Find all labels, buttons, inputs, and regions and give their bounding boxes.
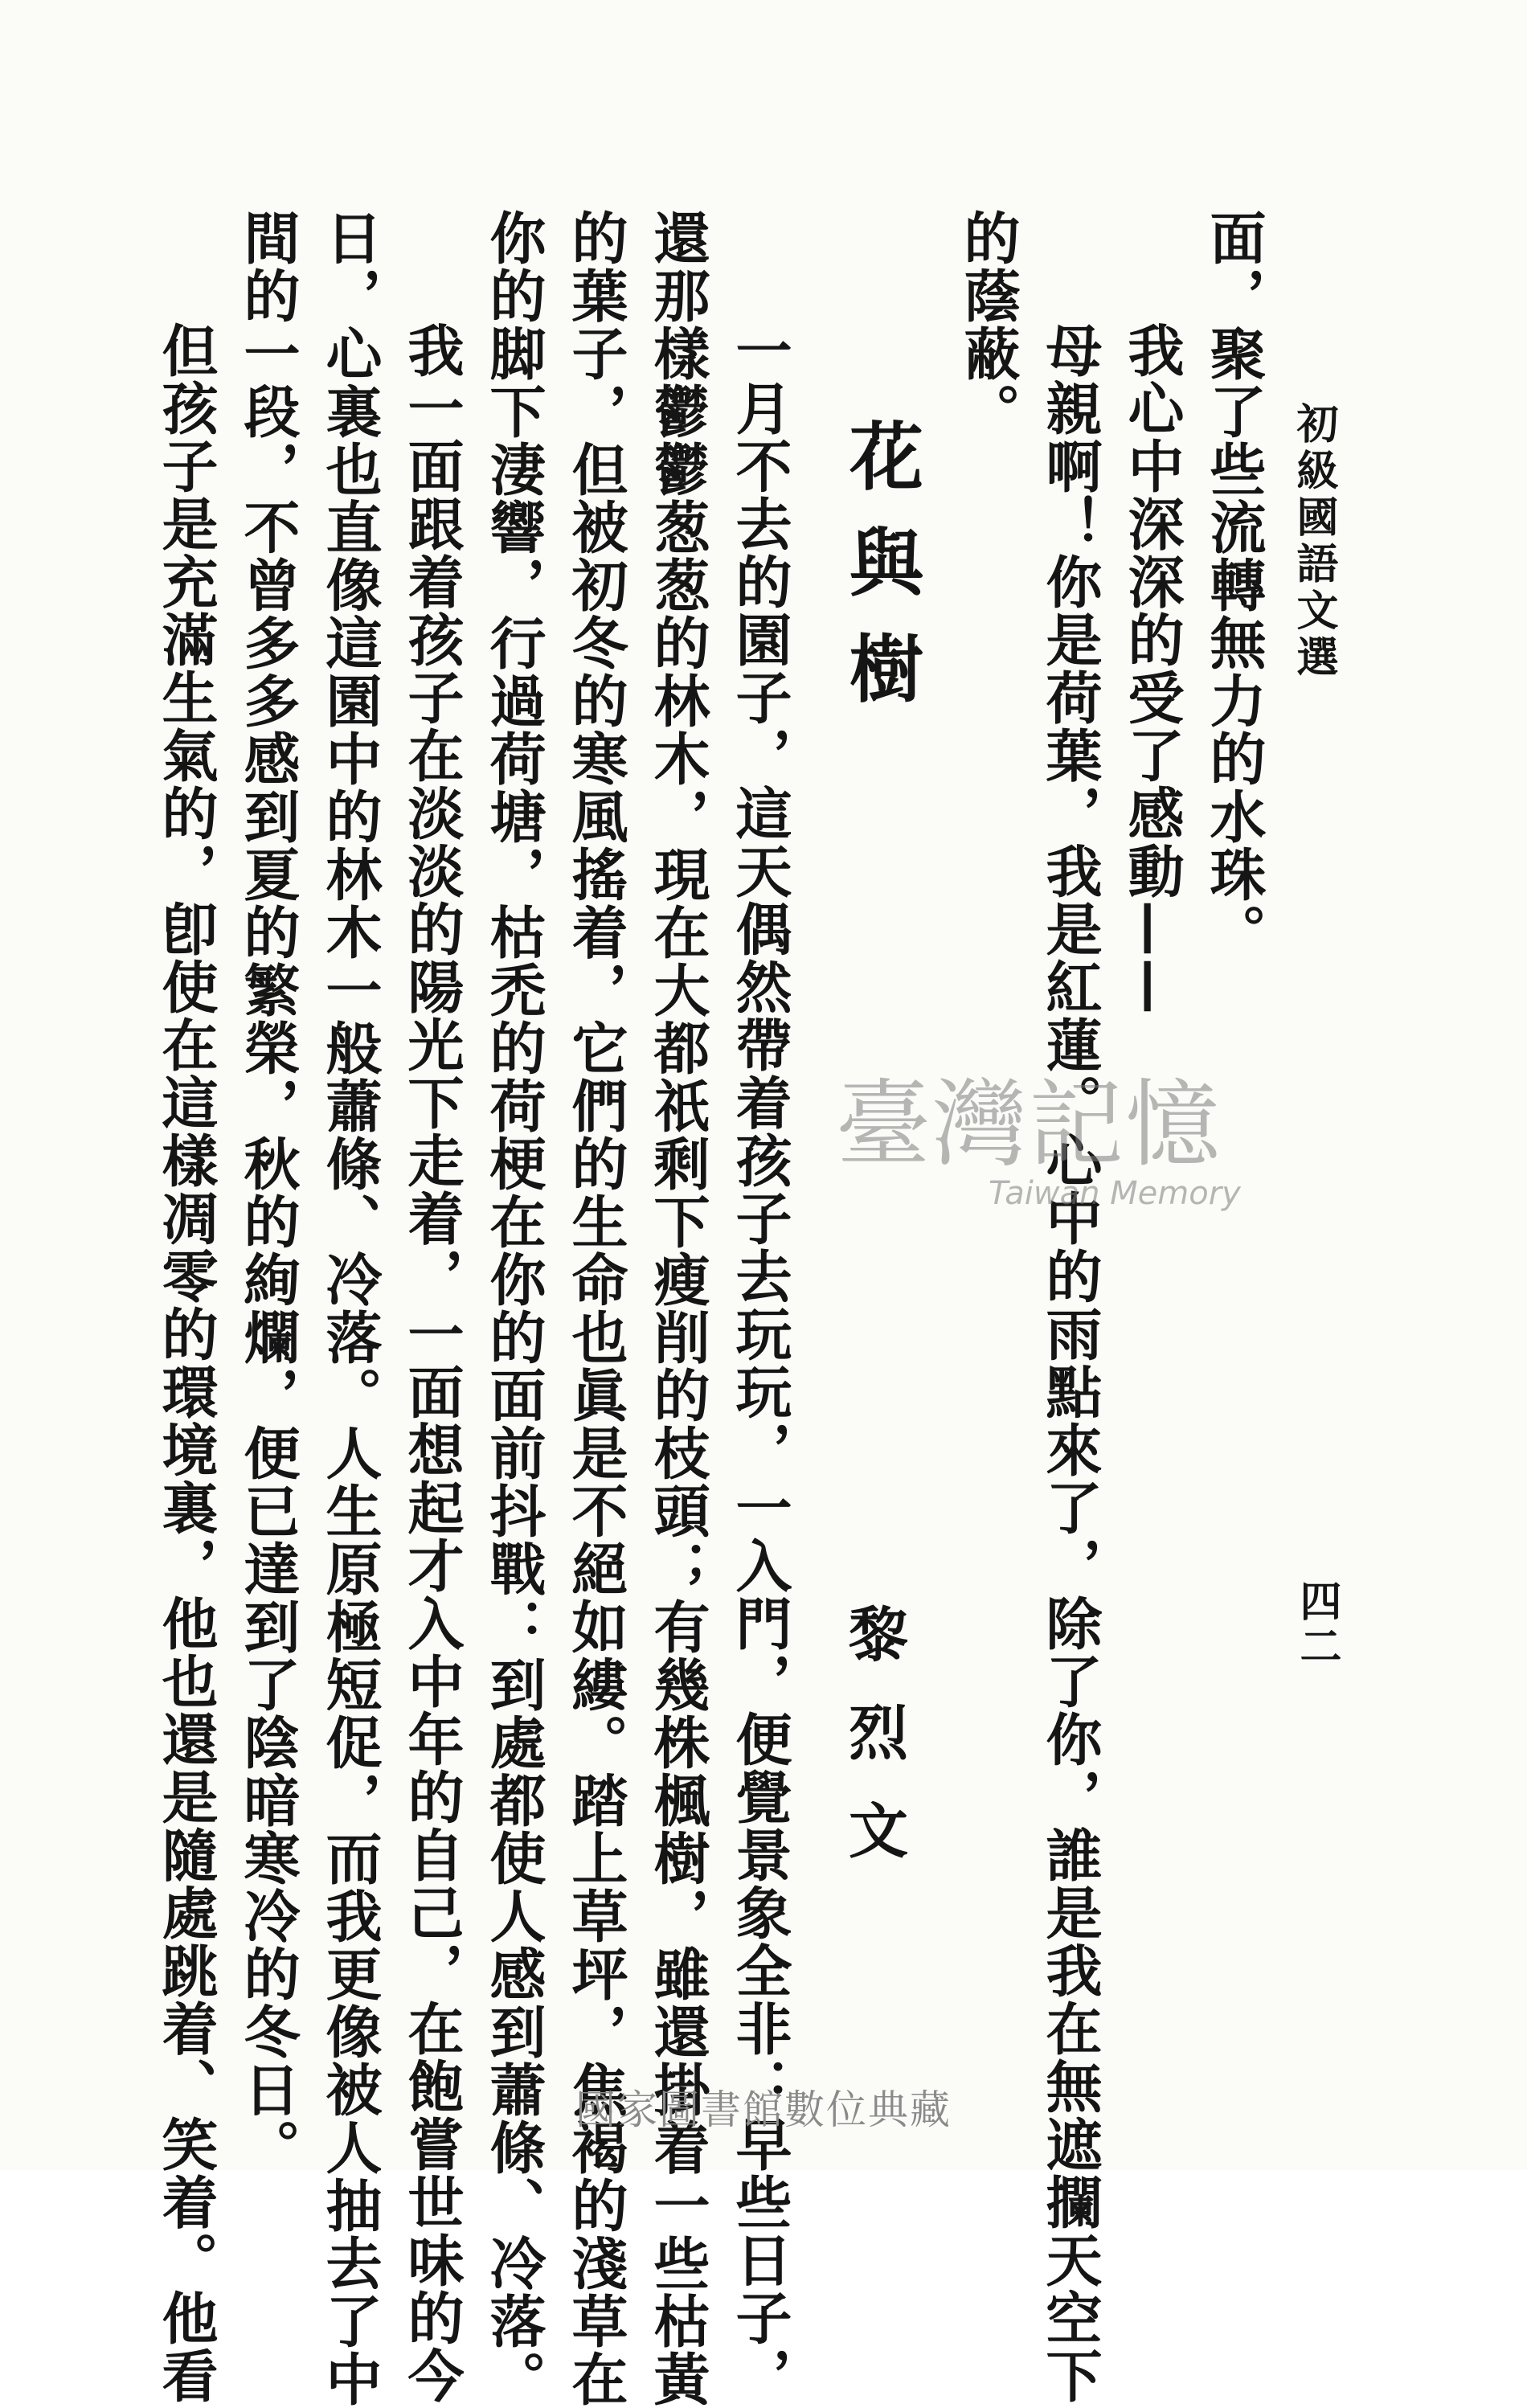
text-column: 我心中深深的受了感動—— xyxy=(1119,321,1185,1016)
text-column: 你的脚下淒響，行過荷塘，枯禿的荷梗在你的面前抖戰：到處都使人感到蕭條、冷落。 xyxy=(481,209,547,2408)
footer-credit: 國家圖書館數位典藏 xyxy=(575,2087,952,2133)
running-header-title: 初級國語文選 xyxy=(1289,402,1338,682)
text-column: 母親啊！你是荷葉，我是紅蓮。心中的雨點來了，除了你，誰是我在無遮攔天空下 xyxy=(1037,321,1103,2405)
article-title: 花與樹 xyxy=(837,418,924,736)
article-author: 黎烈文 xyxy=(839,1603,908,1898)
watermark-sub: Taiwan Memory xyxy=(989,1175,1241,1212)
text-column: 間的一段，不曾多多感到夏的繁榮，秋的絢爛，便已達到了陰暗寒冷的冬日。 xyxy=(235,209,301,2177)
text-column: 的葉子，但被初冬的寒風搖着，它們的生命也眞是不絕如縷。踏上草坪，焦褐的淺草在 xyxy=(563,209,629,2408)
text-column: 的蔭蔽。 xyxy=(955,209,1021,440)
text-column: 一月不去的園子，這天偶然帶着孩子去玩玩，一入門，便覺景象全非：早些日子， xyxy=(727,321,793,2405)
text-column: 日，心裏也直像這園中的林木一般蕭條、冷落。人生原極短促，而我更像被人抽去了中 xyxy=(317,209,383,2408)
text-column: 還那樣鬱鬱葱葱的林木，現在大都祇剩下瘦削的枝頭；有幾株楓樹，雖還掛着一些枯黃 xyxy=(645,209,711,2408)
watermark-main: 臺灣記憶 xyxy=(836,1069,1222,1180)
page-number: 四二 xyxy=(1292,1579,1341,1669)
text-column: 面，聚了些流轉無力的水珠。 xyxy=(1201,209,1267,961)
text-column: 我一面跟着孩子在淡淡的陽光下走着，一面想起才入中年的自己，在飽嘗世味的今 xyxy=(399,321,465,2405)
text-column: 但孩子是充滿生氣的，卽使在這樣凋零的環境裏，他也還是隨處跳着、笑着。他看 xyxy=(153,321,219,2405)
